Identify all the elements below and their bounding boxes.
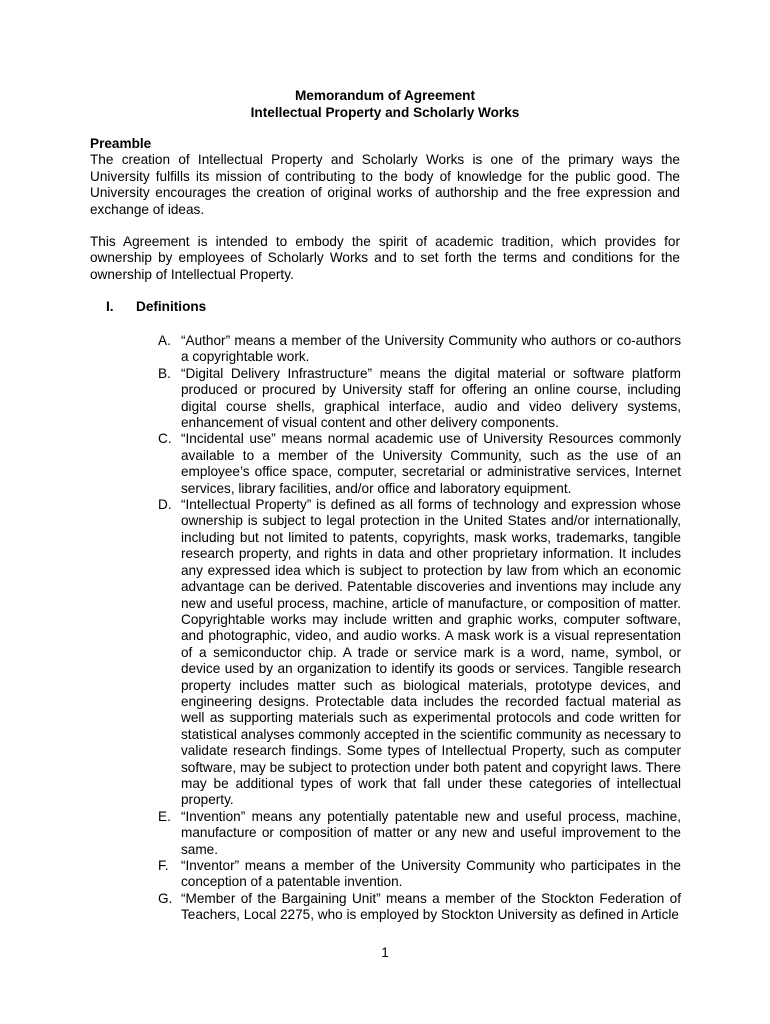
definition-text: “Author” means a member of the University Community who authors or co-authors a copyrightable work. xyxy=(181,333,681,365)
definition-text: “Inventor” means a member of the University Community who participates in the conception of a patentable invention. xyxy=(181,858,681,890)
title-line-1: Memorandum of Agreement xyxy=(294,88,475,103)
definition-text: “Intellectual Property” is defined as all forms of technology and expression whose ownership is subject to legal protection in the United States and/or internationally, including but not limited to patents, copyrights, mask works, trademarks, tangible research property, and rights in data and other proprietary information. It includes any expressed idea which is subject to protection by law from which an economic advantage can be derived. Patentable discoveries and inventions may include any new and useful process, machine, article of manufacture, or composition of matter. Copyrightable works may include written and graphic works, computer software, and photographic, video, and audio works. A mask work is a visual representation of a semiconductor chip. A trade or service mark is a word, name, symbol, or device used by an organization to identify its goods or services. Tangible research property includes matter such as biological materials, prototype devices, and engineering designs. Protectable data includes the recorded factual material as well as supporting materials such as experimental protocols and code written for statistical analyses commonly accepted in the scientific community as necessary to validate research findings. Some types of Intellectual Property, such as computer software, may be subject to protection under both patent and copyright laws. There may be additional types of work that fall under these categories of intellectual property. xyxy=(181,497,681,808)
definition-letter: F. xyxy=(158,858,169,873)
definition-letter: D. xyxy=(158,497,172,513)
definition-item xyxy=(158,891,681,924)
definition-text: “Member of the Bargaining Unit” means a member of the Stockton Federation of Teachers, Local 2275, who is employed by Stockton University as defined in Article xyxy=(181,890,681,923)
definition-letter: E. xyxy=(158,808,171,824)
preamble-paragraph-1: The creation of Intellectual Property and Scholarly Works is one of the primary ways the University fulfills its mission of contributing to the body of knowledge for the public good. The University encourages the creation of original works of authorship and the free expression and exchange of ideas. xyxy=(90,152,680,217)
definition-text: “Invention” means any potentially patentable new and useful process, machine, manufacture or composition of matter or any new and useful improvement to the same. xyxy=(181,808,681,857)
preamble-section xyxy=(90,136,680,218)
definition-item xyxy=(158,809,681,858)
definition-text: “Incidental use” means normal academic use of University Resources commonly available to a member of the University Community, such as the use of an employee’s office space, computer, secretarial or administrative services, Internet services, library facilities, and/or office and laboratory equipment. xyxy=(181,431,681,496)
definition-item xyxy=(158,497,681,809)
definition-text: “Digital Delivery Infrastructure” means the digital material or software platform produced or procured by University staff for offering an online course, including digital course shells, graphical interface, audio and video delivery systems, enhancement of visual content and other delivery components. xyxy=(181,365,681,431)
document-title xyxy=(0,87,770,121)
section-number: I. xyxy=(106,299,114,314)
definitions-list xyxy=(158,333,681,924)
definition-letter: G. xyxy=(158,890,173,906)
definition-item xyxy=(158,858,681,891)
preamble-heading: Preamble xyxy=(90,136,152,151)
title-line-2: Intellectual Property and Scholarly Works xyxy=(250,105,520,120)
definition-letter: A. xyxy=(158,333,171,348)
definition-letter: C. xyxy=(158,431,172,447)
definition-item xyxy=(158,431,681,497)
definition-item xyxy=(158,366,681,432)
definition-item xyxy=(158,333,681,366)
preamble-paragraph-2: This Agreement is intended to embody the spirit of academic tradition, which provides for ownership by employees of Scholarly Works and to set forth the terms and conditions for the ownership of Intellectual Property. xyxy=(90,234,680,282)
page-number: 1 xyxy=(381,945,389,960)
section-title: Definitions xyxy=(136,299,207,314)
definition-letter: B. xyxy=(158,365,171,381)
